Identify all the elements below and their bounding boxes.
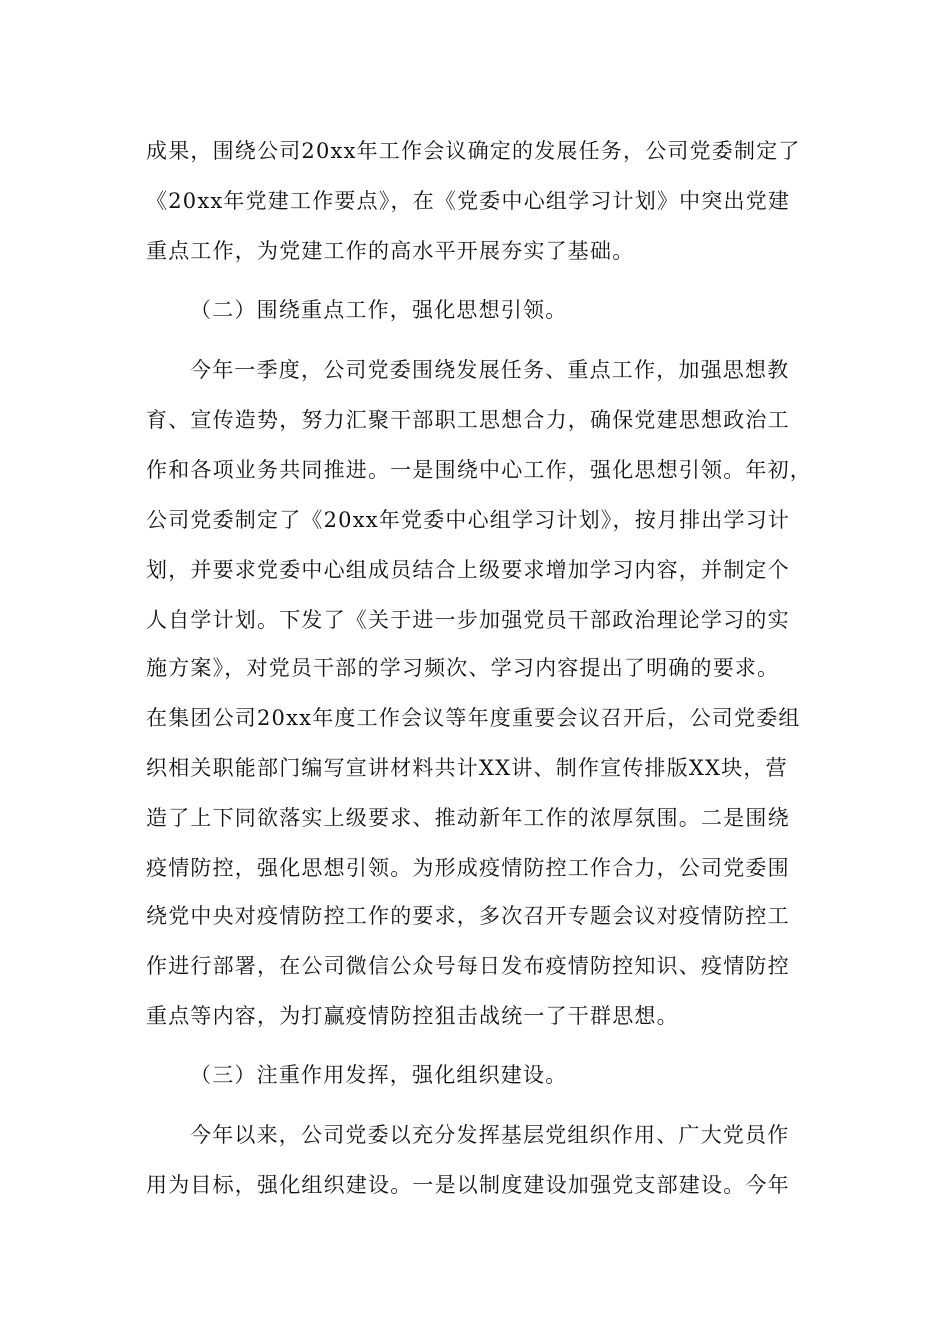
body-text-line: 在集团公司20xx年度工作会议等年度重要会议召开后，公司党委组 <box>146 706 801 730</box>
body-text-line: 绕党中央对疫情防控工作的要求，多次召开专题会议对疫情防控工 <box>146 904 790 928</box>
section-heading: （三）注重作用发挥，强化组织建设。 <box>190 1063 568 1087</box>
body-text-line: 育、宣传造势，努力汇聚干部职工思想合力，确保党建思想政治工 <box>146 408 790 432</box>
body-text-line: 造了上下同欲落实上级要求、推动新年工作的浓厚氛围。二是围绕 <box>146 806 790 830</box>
body-text-line: 公司党委制定了《20xx年党委中心组学习计划》，按月排出学习计 <box>146 508 791 532</box>
body-text-line: 今年以来，公司党委以充分发挥基层党组织作用、广大党员作 <box>190 1123 790 1147</box>
body-text-line: 织相关职能部门编写宣讲材料共计XX讲、制作宣传排版XX块，营 <box>146 756 788 780</box>
body-text-line: 重点工作，为党建工作的高水平开展夯实了基础。 <box>146 239 635 263</box>
body-text-line: 《20xx年党建工作要点》，在《党委中心组学习计划》中突出党建 <box>146 189 791 213</box>
body-text-line: 疫情防控，强化思想引领。为形成疫情防控工作合力，公司党委围 <box>146 856 790 880</box>
body-text-line: 重点等内容，为打赢疫情防控狙击战统一了干群思想。 <box>146 1004 679 1028</box>
body-text-line: 作进行部署，在公司微信公众号每日发布疫情防控知识、疫情防控 <box>146 954 790 978</box>
body-text-line: 今年一季度，公司党委围绕发展任务、重点工作，加强思想教 <box>190 358 790 382</box>
body-text-line: 成果，围绕公司20xx年工作会议确定的发展任务，公司党委制定了 <box>146 139 801 163</box>
body-text-line: 人自学计划。下发了《关于进一步加强党员干部政治理论学习的实 <box>146 608 790 632</box>
body-text-line: 施方案》，对党员干部的学习频次、学习内容提出了明确的要求。 <box>146 656 780 680</box>
body-text-line: 作和各项业务共同推进。一是围绕中心工作，强化思想引领。年初， <box>146 458 812 482</box>
section-heading: （二）围绕重点工作，强化思想引领。 <box>190 298 568 322</box>
body-text-line: 划，并要求党委中心组成员结合上级要求增加学习内容，并制定个 <box>146 558 790 582</box>
body-text-line: 用为目标，强化组织建设。一是以制度建设加强党支部建设。今年 <box>146 1173 790 1197</box>
